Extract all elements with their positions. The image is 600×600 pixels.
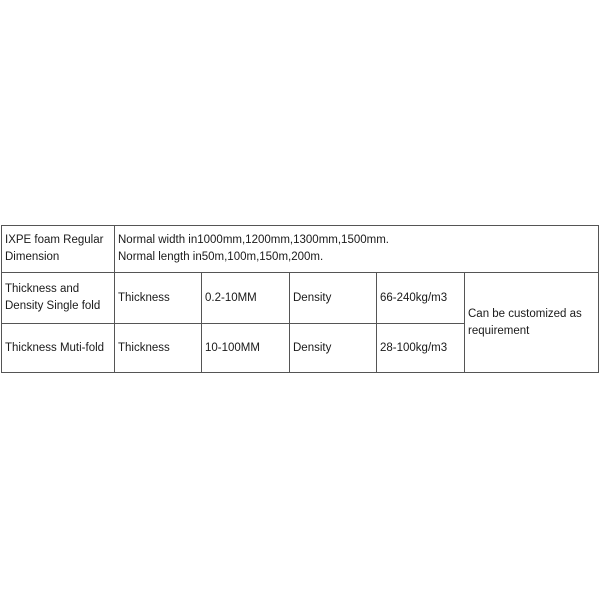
- width-line: Normal width in1000mm,1200mm,1300mm,1500mm.: [118, 234, 389, 246]
- row-label-multi-fold: [2, 324, 115, 373]
- table-row-regular-dimension: [2, 226, 599, 273]
- customization-note: [465, 273, 599, 373]
- label-line: IXPE foam Regular: [5, 234, 104, 246]
- thickness-label-cell: Thickness: [115, 324, 202, 373]
- row-label-single-fold: [2, 273, 115, 324]
- dimension-values: [115, 226, 599, 273]
- specification-table: [1, 225, 599, 373]
- row-label-regular-dimension: [2, 226, 115, 273]
- label-line: Dimension: [5, 251, 60, 263]
- length-line: Normal length in50m,100m,150m,200m.: [118, 251, 324, 263]
- density-label-cell: Density: [290, 324, 377, 373]
- table-row-single-fold: [2, 273, 599, 324]
- density-label-cell: Density: [290, 273, 377, 324]
- density-value-cell: 28-100kg/m3: [377, 324, 465, 373]
- note-line: Can be customized as: [468, 307, 582, 320]
- label-line: Thickness and: [5, 283, 80, 295]
- thickness-value-cell: 10-100MM: [202, 324, 290, 373]
- thickness-value-cell: 0.2-10MM: [202, 273, 290, 324]
- label-line: Density Single fold: [5, 300, 101, 312]
- thickness-label-cell: Thickness: [115, 273, 202, 324]
- label-line: Thickness Muti-fold: [5, 341, 105, 354]
- note-line: requirement: [468, 324, 530, 337]
- density-value-cell: 66-240kg/m3: [377, 273, 465, 324]
